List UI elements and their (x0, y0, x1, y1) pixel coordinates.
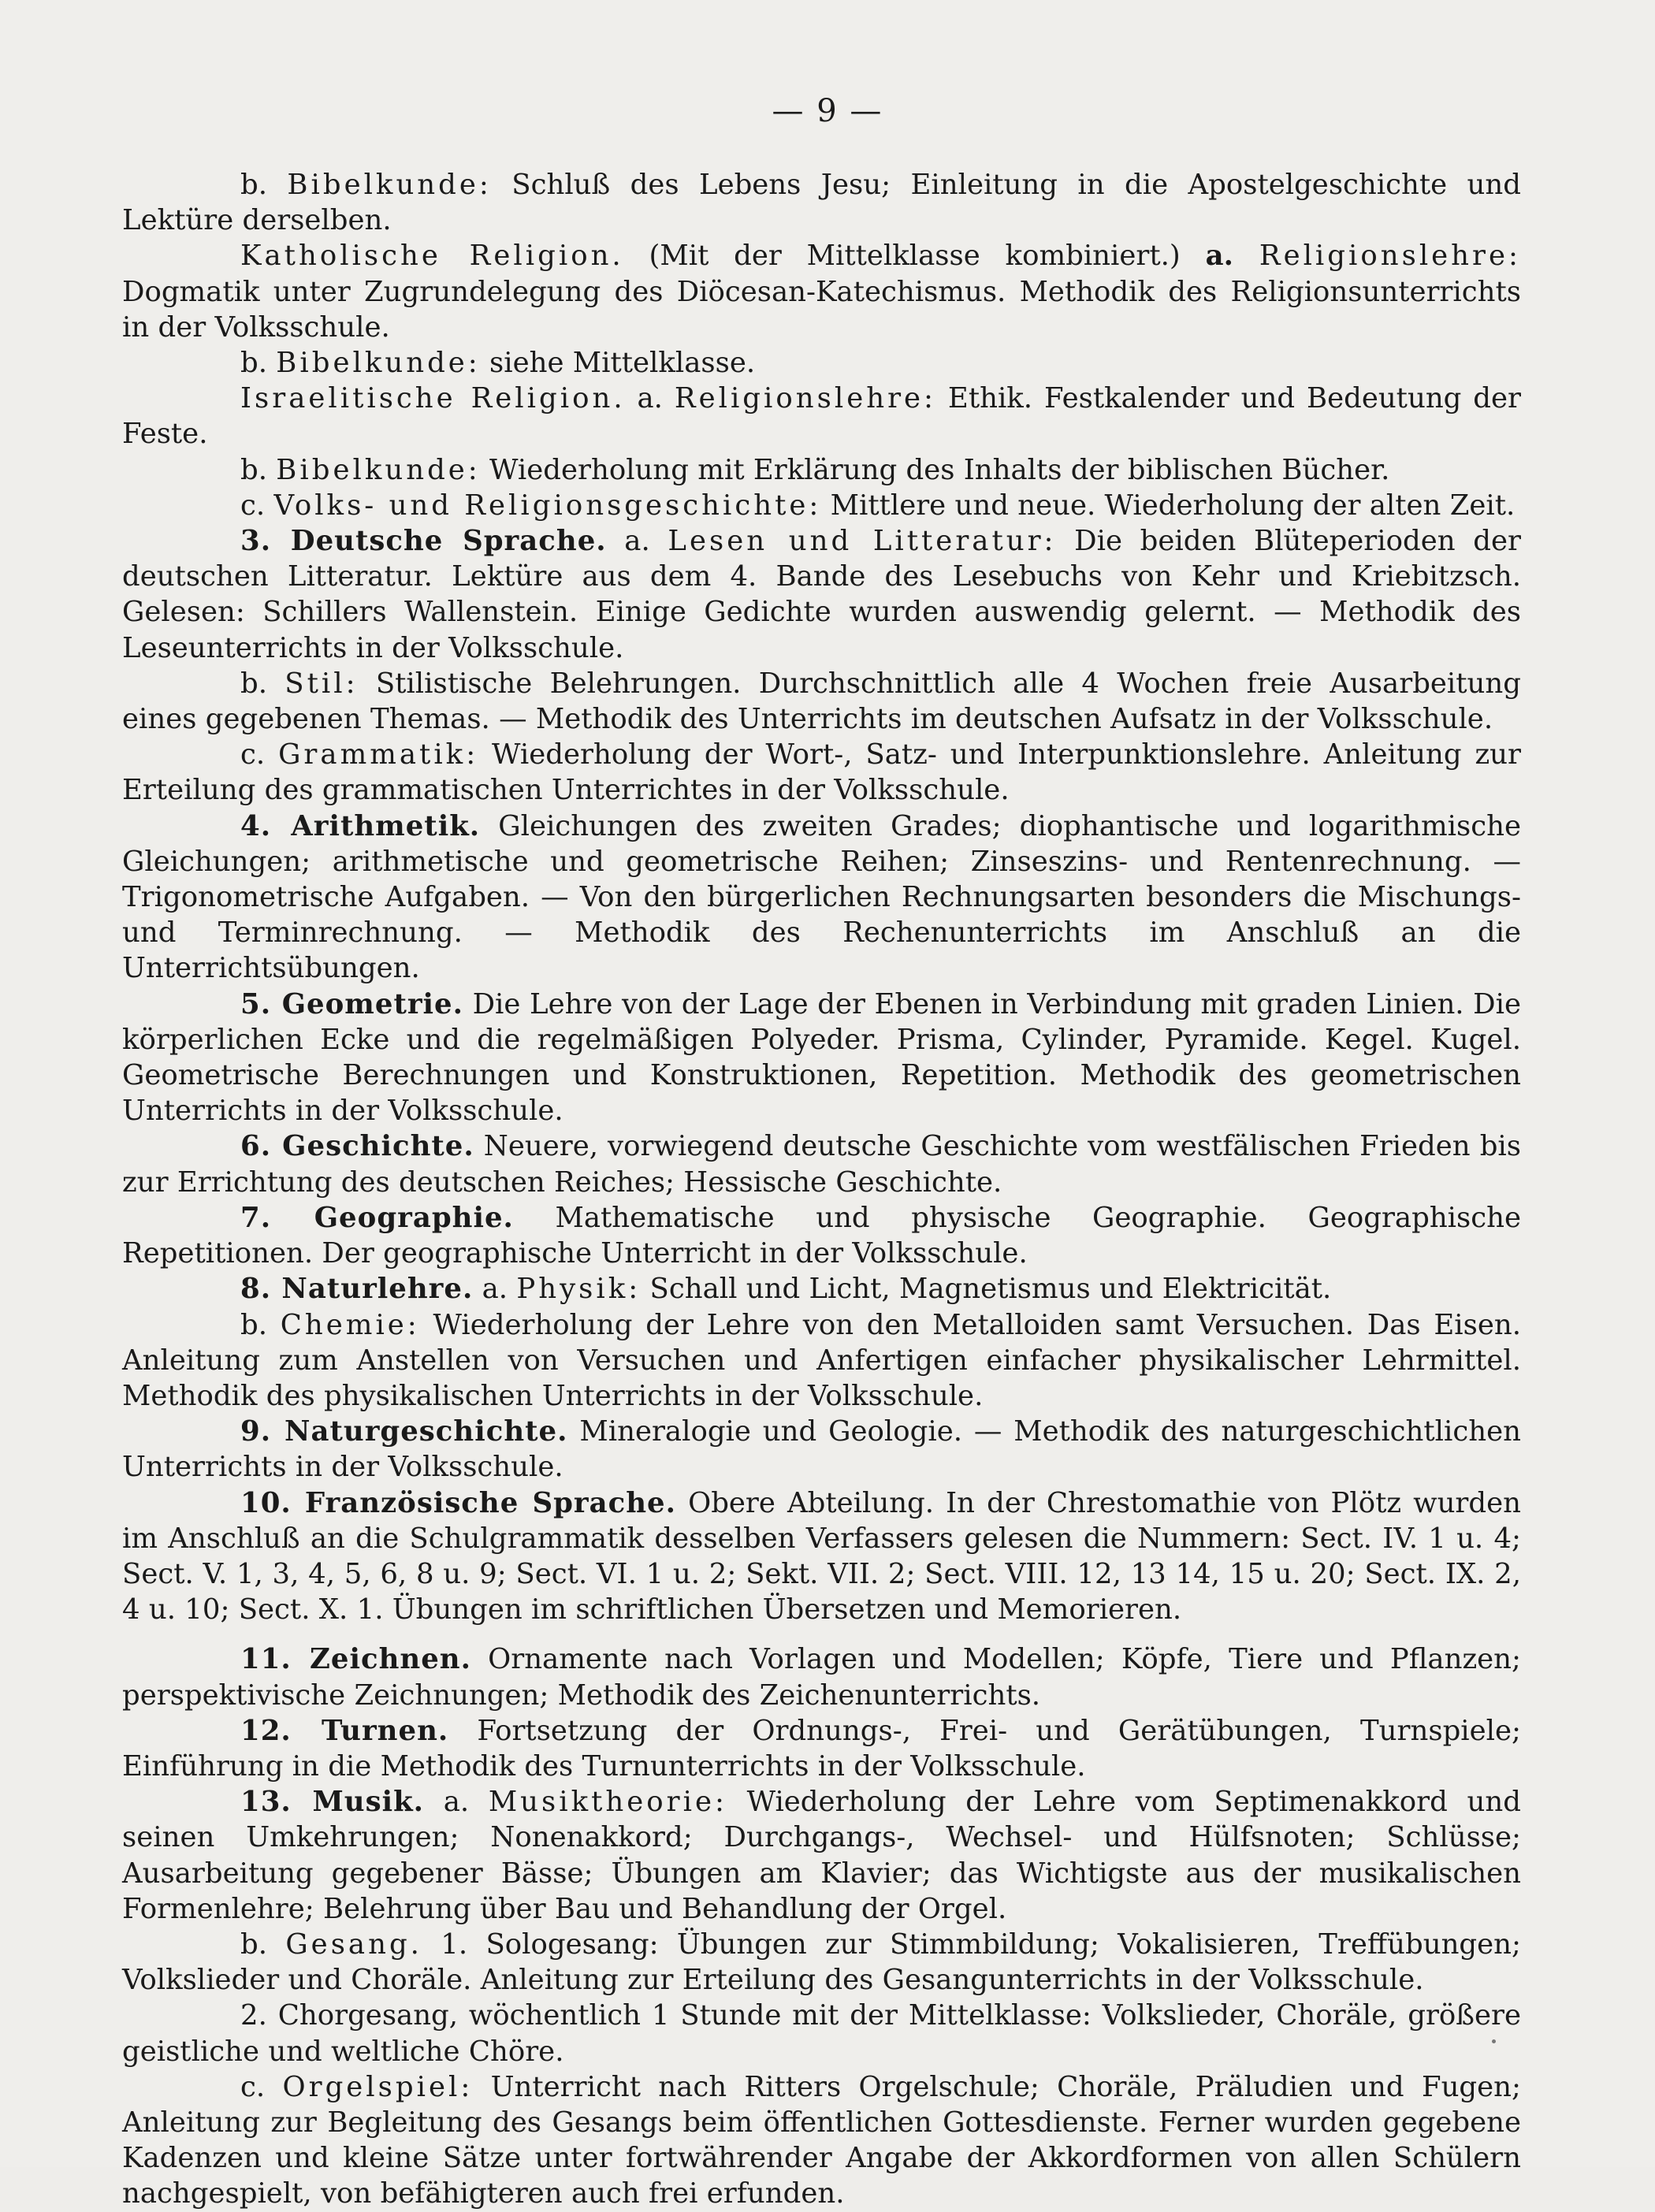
section-heading: 10. Französische Sprache. (240, 1486, 677, 1519)
subsection-label: Katholische Religion. (240, 240, 624, 273)
paragraph-text: c. (240, 2070, 283, 2103)
section-heading: 11. Zeichnen. (240, 1643, 471, 1676)
paragraph (122, 1641, 1521, 1712)
paragraph-text: Die beiden Blüteperioden der deutschen Litteratur. Lektüre aus dem 4. Bande des Lesebuchs von Kehr und Kriebitzsch. Gelesen: Schillers Wallenstein. Einige Gedichte wurden auswendig gelernt. — Methodik des Leseunterrichts in der Volksschule. (122, 525, 1521, 664)
paragraph (122, 381, 1521, 452)
subsection-label: Stil: (285, 667, 359, 700)
paragraph-text: siehe Mittelklasse. (480, 347, 756, 380)
paragraph-text: Mittlere und neue. Wiederholung der alten Zeit. (821, 489, 1516, 522)
paragraph-text: b. (240, 1928, 286, 1961)
subsection-label: Chemie: (280, 1308, 420, 1341)
paragraph-text: c. (240, 738, 279, 771)
paragraph-text: Wiederholung der Wort-, Satz- und Interpunktionslehre. Anleitung zur Erteilung des grammatischen Unterrichtes in der Volksschule. (122, 738, 1522, 807)
paragraph (122, 1784, 1521, 1927)
paragraph-text: 1. Sologesang: Übungen zur Stimmbildung; Vokalisieren, Treffübungen; Volkslieder und Choräle. Anleitung zur Erteilung des Gesangunterrichts in der Volksschule. (122, 1928, 1521, 1997)
paragraph-text: b. (240, 667, 285, 700)
paragraph (122, 809, 1521, 987)
section-heading: 7. Geographie. (240, 1201, 514, 1234)
paragraph-text: a. (424, 1786, 489, 1819)
paragraph-text: Wiederholung der Lehre von den Metalloiden samt Versuchen. Das Eisen. Anleitung zum Anstellen von Versuchen und Anfertigen einfacher physikalischer Lehrmittel. Methodik des physikalischen Unterrichts in der Volksschule. (122, 1308, 1522, 1412)
subsection-label: Grammatik: (278, 738, 479, 771)
section-heading: 4. Arithmetik. (240, 809, 481, 842)
subsection-label: Physik: (516, 1273, 642, 1306)
subsection-label: Gesang. (285, 1928, 422, 1961)
paragraph (122, 523, 1521, 666)
subsection-label: Lesen und Litteratur: (668, 525, 1057, 558)
subsection-label: Bibelkunde: (276, 347, 481, 380)
paragraph-text: Mineralogie und Geologie. — Methodik des naturgeschichtlichen Unterrichts in der Volksschule. (122, 1415, 1522, 1484)
paragraph-text: Neuere, vorwiegend deutsche Geschichte vom westfälischen Frieden bis zur Errichtung des deutschen Reiches; Hessische Geschichte. (122, 1130, 1521, 1199)
paragraph (122, 1200, 1521, 1271)
paragraph-text: Fortsetzung der Ordnungs-, Frei- und Gerätübungen, Turnspiele; Einführung in die Methodik des Turnunterrichts in der Volksschule. (122, 1714, 1521, 1783)
paragraph-text: Gleichungen des zweiten Grades; diophantische und logarithmische Gleichungen; arithmetische und geometrische Reihen; Zinseszins- und Rentenrechnung. — Trigonometrische Aufgaben. — Von den bürgerlichen Rechnungsarten besonders die Mischungs- und Terminrechnung. — Methodik des Rechenunterrichts im Anschluß an die Unterrichtsübungen. (122, 809, 1521, 985)
paragraph-text: (Mit der Mittelklasse kombiniert.) (623, 240, 1206, 273)
paragraph (122, 1927, 1521, 1998)
paragraph-text: b. (240, 453, 277, 486)
paragraph (122, 1128, 1521, 1199)
paragraph-text: a. (1205, 240, 1259, 273)
paragraph-text: Stilistische Belehrungen. Durchschnittlich alle 4 Wochen freie Ausarbeitung eines gegebenen Themas. — Methodik des Unterrichts im deutschen Aufsatz in der Volksschule. (122, 667, 1521, 736)
paragraph-text: Obere Abteilung. In der Chrestomathie von Plötz wurden im Anschluß an die Schulgrammatik desselben Verfassers gelesen die Nummern: Sect. IV. 1 u. 4; Sect. V. 1, 3, 4, 5, 6, 8 u. 9; Sect. VI. 1 u. 2; Sekt. VII. 2; Sect. VIII. 12, 13 14, 15 u. 20; Sect. IX. 2, 4 u. 10; Sect. X. 1. Übungen im schriftlichen Übersetzen und Memorieren. (122, 1486, 1521, 1626)
subsection-label: Religionslehre: (674, 382, 937, 415)
subsection-label: Bibelkunde: (276, 453, 481, 486)
paragraph (122, 1485, 1521, 1628)
paragraph (122, 452, 1521, 488)
section-heading: 13. Musik. (240, 1786, 425, 1819)
paragraph-text: Die Lehre von der Lage der Ebenen in Verbindung mit graden Linien. Die körperlichen Ecke und die regelmäßigen Polyeder. Prisma, Cylinder, Pyramide. Kegel. Kugel. Geometrische Berechnungen und Konstruktionen, Repetition. Methodik des geometrischen Unterrichts in der Volksschule. (122, 987, 1522, 1128)
paragraph-text: Wiederholung der Lehre vom Septimenakkord und seinen Umkehrungen; Nonenakkord; Durchgangs-, Wechsel- und Hülfsnoten; Schlüsse; Ausarbeitung gegebener Bässe; Übungen am Klavier; das Wichtigste aus der musikalischen Formenlehre; Belehrung über Bau und Behandlung der Orgel. (122, 1786, 1521, 1925)
paragraph (122, 1307, 1521, 1415)
paragraph (122, 666, 1521, 737)
section-heading: 5. Geometrie. (240, 987, 463, 1020)
paragraph-text: a. (606, 525, 668, 558)
paragraph-text: 2. Chorgesang, wöchentlich 1 Stunde mit der Mittelklasse: Volkslieder, Choräle, größere geistliche und weltliche Chöre. (122, 1999, 1521, 2068)
paragraph-text: a. (473, 1273, 517, 1306)
section-heading: 3. Deutsche Sprache. (240, 525, 607, 558)
paragraph (122, 167, 1521, 238)
paragraph-text: b. (240, 1308, 281, 1341)
print-speck (1492, 2039, 1496, 2043)
paragraph (122, 345, 1521, 381)
subsection-label: Musiktheorie: (488, 1786, 727, 1819)
paragraph (122, 2069, 1521, 2212)
paragraph-text: c. (240, 489, 274, 522)
paragraph-text: Mathematische und physische Geographie. Geographische Repetitionen. Der geographische Unterricht in der Volksschule. (122, 1201, 1522, 1270)
paragraph-text: Schall und Licht, Magnetismus und Elektricität. (641, 1273, 1332, 1306)
paragraph (122, 1414, 1521, 1485)
subsection-label: Volks- und Religionsgeschichte: (273, 489, 822, 522)
subsection-label: Orgelspiel: (282, 2070, 474, 2103)
paragraph-text: Wiederholung mit Erklärung des Inhalts der biblischen Bücher. (480, 453, 1390, 486)
paragraph-text: Unterricht nach Ritters Orgelschule; Choräle, Präludien und Fugen; Anleitung zur Begleitung des Gesangs beim öffentlichen Gottesdienste. Ferner wurden gegebene Kadenzen und kleine Sätze unter fortwährender Angabe der Akkordformen von allen Schülern nachgespielt, von befähigteren auch frei erfunden. (122, 2070, 1521, 2210)
section-heading: 6. Geschichte. (240, 1130, 474, 1163)
paragraph (122, 737, 1521, 808)
subsection-label: Israelitische Religion. (240, 382, 626, 415)
paragraph-text: Ethik. Festkalender und Bedeutung der Feste. (122, 382, 1521, 451)
paragraph (122, 987, 1521, 1129)
paragraph-text: Schluß des Lebens Jesu; Einleitung in die Apostelgeschichte und Lektüre derselben. (122, 169, 1521, 237)
paragraph (122, 1998, 1521, 2069)
paragraph-text: b. (240, 347, 277, 380)
paragraph (122, 488, 1521, 523)
section-heading: 9. Naturgeschichte. (240, 1415, 568, 1448)
paragraph (122, 1713, 1521, 1784)
subsection-label: Religionslehre: (1259, 240, 1521, 273)
section-heading: 8. Naturlehre. (240, 1273, 474, 1306)
paragraph-text: Ornamente nach Vorlagen und Modellen; Köpfe, Tiere und Pflanzen; perspektivische Zeichnungen; Methodik des Zeichenunterrichts. (122, 1643, 1521, 1712)
paragraph-text: a. (625, 382, 675, 415)
paragraph-text: Dogmatik unter Zugrundelegung des Diöcesan-Katechismus. Methodik des Religionsunterrichts in der Volksschule. (122, 275, 1521, 344)
page-body (122, 167, 1521, 2212)
paragraph-text: b. (240, 169, 288, 201)
page-number: — 9 — (772, 93, 883, 129)
paragraph (122, 1271, 1521, 1307)
section-heading: 12. Turnen. (240, 1714, 449, 1747)
paragraph (122, 238, 1521, 345)
subsection-label: Bibelkunde: (287, 169, 492, 201)
